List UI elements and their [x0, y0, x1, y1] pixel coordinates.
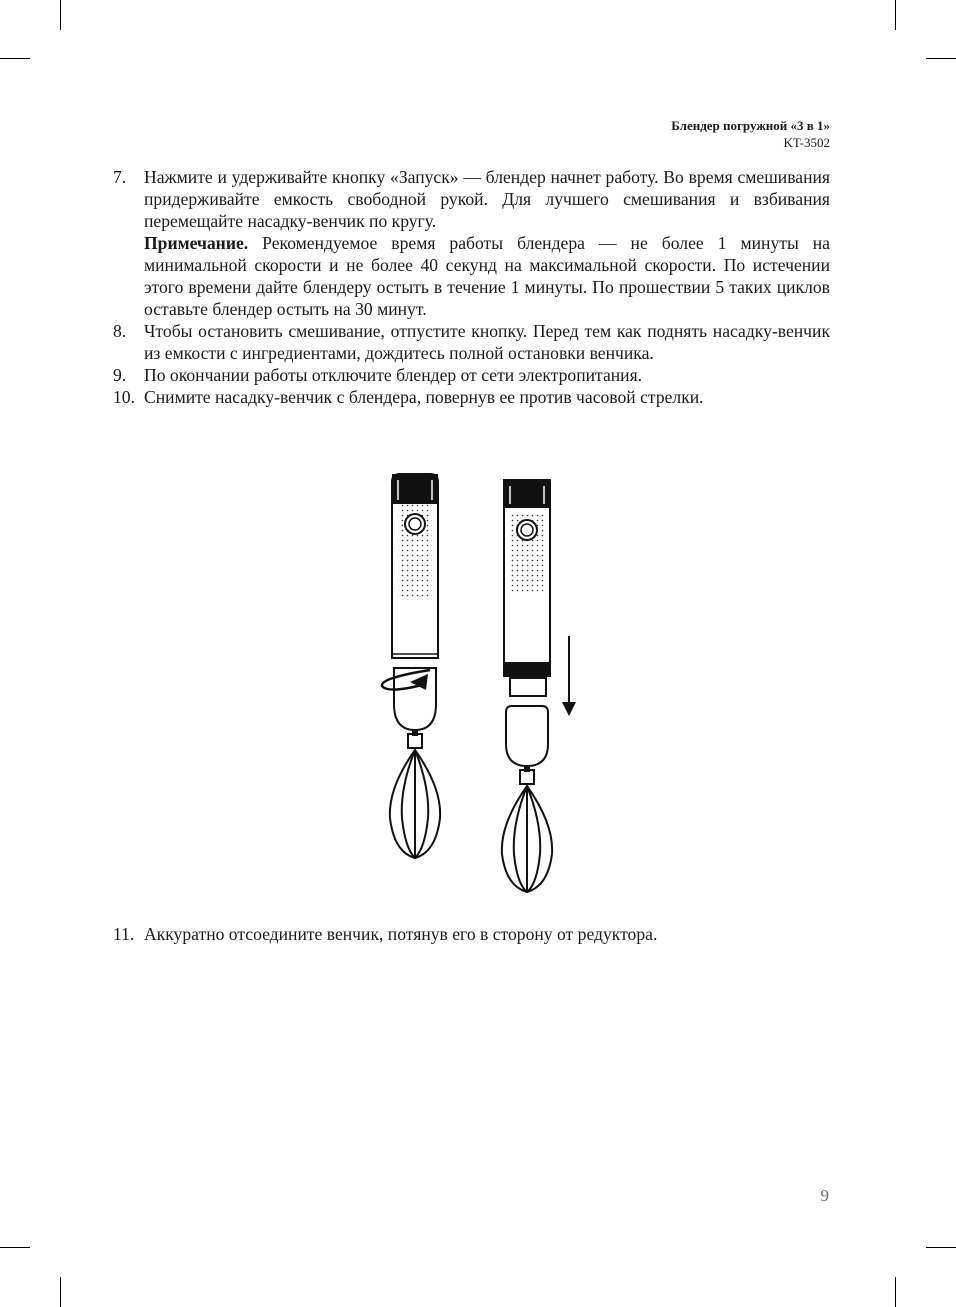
- blender-illustration: [370, 468, 590, 898]
- note: [144, 232, 830, 320]
- header-model: KT-3502: [783, 135, 830, 150]
- list-item: [113, 166, 830, 320]
- list-item: [113, 320, 830, 364]
- whisk-icon: [502, 786, 552, 892]
- crop-mark: [895, 1277, 896, 1307]
- power-button-icon: [517, 520, 537, 540]
- step-number: 11.: [113, 924, 135, 944]
- step-text: Чтобы остановить смешивание, отпустите кнопку. Перед тем как поднять насадку-венчик из емкости с ингредиентами, дождитесь полной остановки венчика.: [144, 321, 830, 363]
- page-number: 9: [820, 1186, 829, 1205]
- note-label: Примечание.: [144, 233, 249, 253]
- detached-blender: [502, 480, 576, 892]
- step-number: 7.: [113, 167, 127, 187]
- step-text: Снимите насадку-венчик с блендера, повернув ее против часовой стрелки.: [144, 387, 704, 407]
- crop-mark: [926, 1247, 956, 1248]
- blender-diagram: [370, 468, 590, 898]
- step-number: 8.: [113, 321, 127, 341]
- crop-mark: [895, 0, 896, 30]
- down-arrow-icon: [562, 702, 576, 716]
- list-item: [113, 386, 830, 408]
- crop-mark: [926, 58, 956, 59]
- assembled-blender: [382, 474, 440, 858]
- list-item: [113, 364, 830, 386]
- whisk-icon: [390, 750, 440, 858]
- step-number: 10.: [113, 387, 135, 407]
- step-text: Нажмите и удерживайте кнопку «Запуск» — блендер начнет работу. Во время смешивания придерживайте емкость свободной рукой. Для лучшего смешивания и взбивания перемещайте насадку-венчик по кругу.: [144, 167, 830, 231]
- step-text: По окончании работы отключите блендер от сети электропитания.: [144, 365, 643, 385]
- crop-mark: [0, 58, 30, 59]
- list-item: [113, 923, 830, 945]
- power-button-icon: [405, 514, 425, 534]
- crop-mark: [60, 0, 61, 30]
- running-header: [671, 117, 830, 151]
- note-text: Рекомендуемое время работы блендера — не более 1 минуты на минимальной скорости и не более 40 секунд на максимальной скорости. По истечении этого времени дайте блендеру остыть в течение 1 минуты. По прошествии 5 таких циклов оставьте блендер остыть на 30 минут.: [144, 233, 830, 319]
- step-text: Аккуратно отсоедините венчик, потянув его в сторону от редуктора.: [144, 924, 658, 944]
- crop-mark: [60, 1277, 61, 1307]
- instruction-list: [113, 166, 830, 408]
- header-title: Блендер погружной «3 в 1»: [671, 118, 830, 133]
- crop-mark: [0, 1247, 30, 1248]
- step-number: 9.: [113, 365, 127, 385]
